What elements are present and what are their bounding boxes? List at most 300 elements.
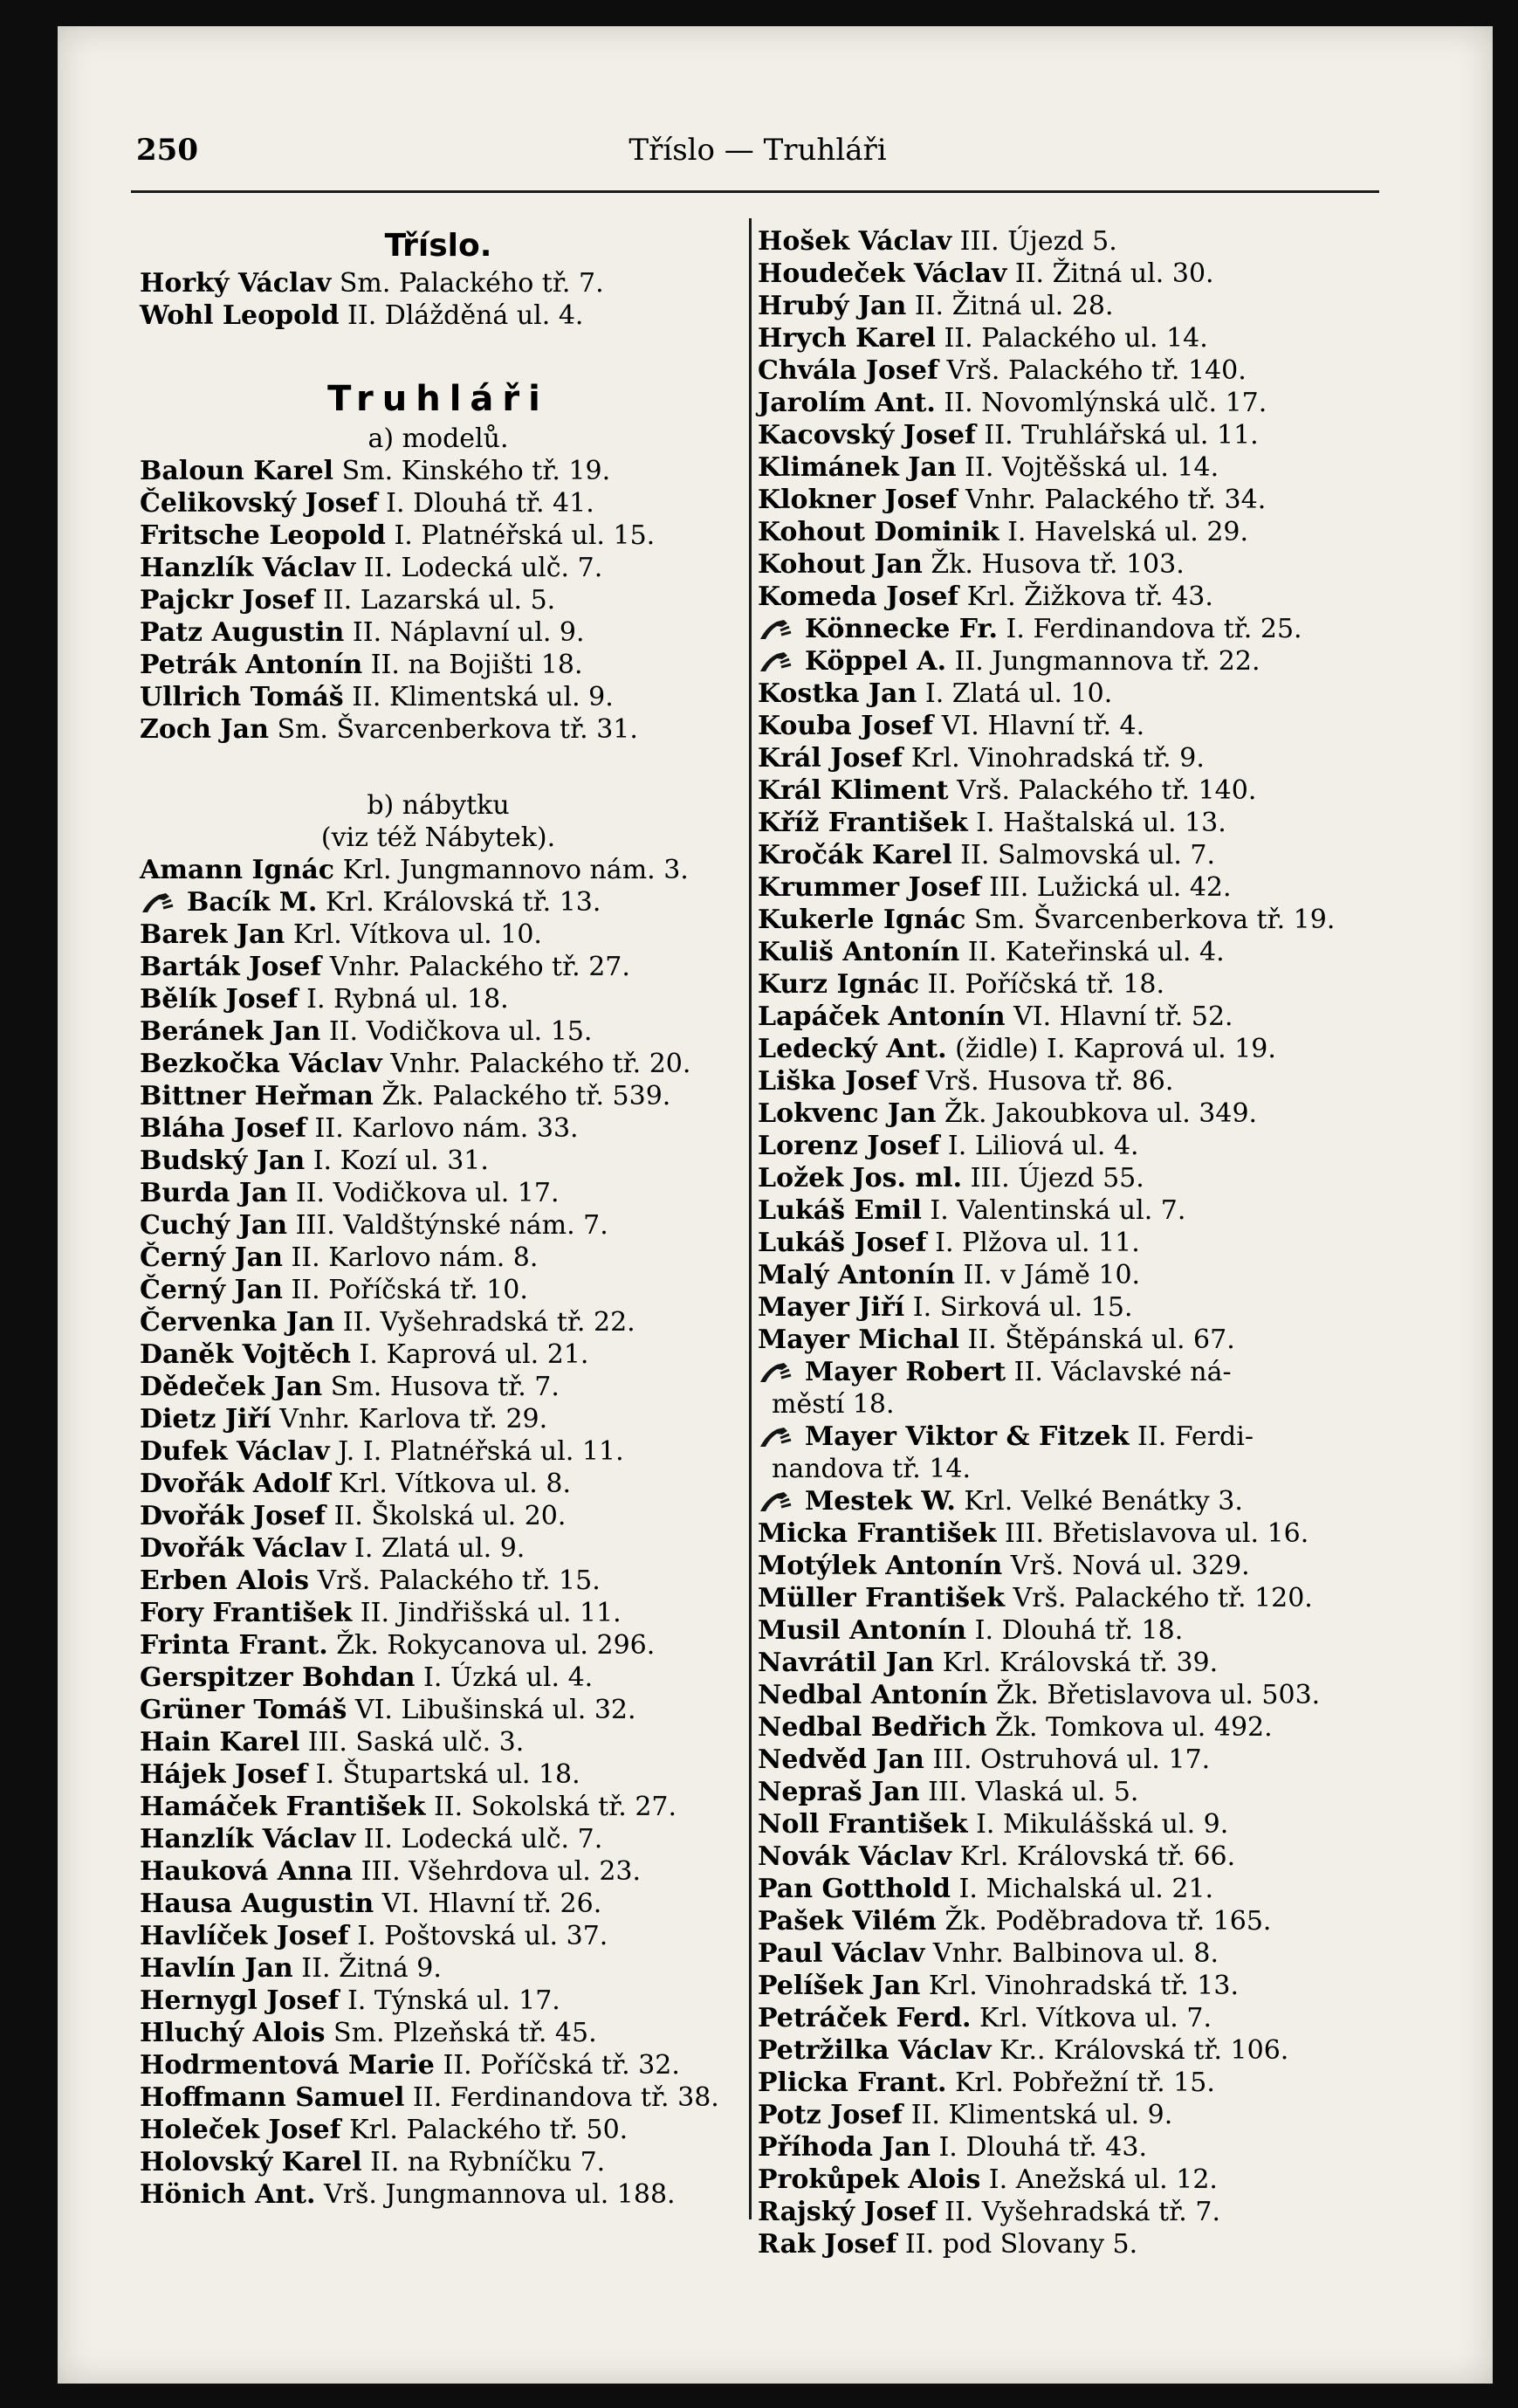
entry-address: I. Michalská ul. 21. [958, 1874, 1214, 1904]
entry-address: II. Žitná ul. 28. [914, 291, 1114, 321]
entry-name: Navrátil Jan [758, 1648, 935, 1678]
telephone-icon [758, 1356, 805, 1388]
entry-name: Hrubý Jan [758, 291, 907, 321]
directory-entry [758, 1259, 1384, 1291]
entry-address: II. Jungmannova tř. 22. [954, 646, 1260, 677]
entry-name: Plicka Frant. [758, 2067, 947, 2098]
directory-entry [758, 1033, 1384, 1065]
entry-name: Musil Antonín [758, 1615, 967, 1646]
entry-address: Žk. Husova tř. 103. [931, 549, 1185, 580]
entry-address: VI. Hlavní tř. 4. [941, 711, 1145, 741]
entry-address: I. Štupartská ul. 18. [315, 1759, 580, 1790]
directory-entry [140, 267, 737, 299]
directory-entry [140, 951, 737, 983]
directory-entry [140, 1823, 737, 1855]
entry-address: II. Klimentská ul. 9. [910, 2100, 1173, 2130]
entry-address: II. Salmovská ul. 7. [960, 840, 1216, 870]
telephone-icon [758, 613, 805, 645]
entry-name: Jarolím Ant. [758, 388, 936, 418]
directory-entry [758, 1130, 1384, 1162]
entry-address: II. Karlovo nám. 33. [314, 1113, 579, 1144]
entry-address: I. Kaprová ul. 21. [359, 1339, 589, 1370]
entry-name: Liška Josef [758, 1066, 918, 1097]
entry-address: I. Valentinská ul. 7. [930, 1195, 1186, 1226]
entry-name: Lapáček Antonín [758, 1001, 1006, 1032]
entry-address: I. Mikulášská ul. 9. [976, 1809, 1229, 1840]
entry-name: Hamáček František [140, 1792, 426, 1822]
entry-name: Příhoda Jan [758, 2132, 931, 2163]
entry-address: Žk. Břetislavova ul. 503. [996, 1680, 1321, 1710]
entry-address: Krl. Vinohradská tř. 13. [928, 1971, 1240, 2001]
entry-name: Hodrmentová Marie [140, 2050, 435, 2081]
directory-entry [758, 1679, 1384, 1711]
entry-address: I. Anežská ul. 12. [988, 2164, 1218, 2195]
directory-entry [140, 1920, 737, 1952]
directory-entry [140, 2114, 737, 2146]
entry-name: Lukáš Josef [758, 1228, 927, 1258]
entry-name: Hoffmann Samuel [140, 2082, 405, 2113]
entry-address: Krl. Královská tř. 66. [959, 1841, 1236, 1872]
entry-address: Krl. Královská tř. 39. [942, 1648, 1219, 1678]
entry-name: Mayer Jiří [758, 1292, 905, 1323]
entry-address: I. Dlouhá tř. 43. [938, 2132, 1148, 2163]
directory-entry [758, 2067, 1384, 2099]
directory-entry [758, 936, 1384, 968]
entry-name: Mayer Viktor & Fitzek [805, 1421, 1130, 1452]
directory-entry [758, 1873, 1384, 1905]
directory-entry [758, 451, 1384, 484]
entry-name: Kohout Dominik [758, 517, 999, 547]
directory-entry [140, 681, 737, 713]
entry-address: Krl. Vítkova ul. 10. [292, 919, 542, 950]
directory-entry [758, 2002, 1384, 2034]
entry-name: Hrych Karel [758, 323, 936, 354]
section-heading: Truhláři [327, 379, 549, 419]
entry-address: II. v Jámě 10. [963, 1260, 1141, 1290]
entry-address: III. Lužická ul. 42. [989, 872, 1232, 903]
directory-entry [140, 1080, 737, 1112]
directory-entry [758, 2131, 1384, 2164]
entry-name: Havlín Jan [140, 1953, 293, 1984]
entry-name: Nedbal Bedřich [758, 1712, 987, 1743]
entry-address: III. Ostruhová ul. 17. [932, 1744, 1211, 1775]
entry-name: Ledecký Ant. [758, 1034, 947, 1064]
entry-address: Vnhr. Palackého tř. 34. [965, 485, 1267, 515]
entry-address: VI. Libušinská ul. 32. [354, 1695, 636, 1725]
entry-address: I. Platnéřská ul. 15. [394, 520, 656, 551]
entry-address: II. Vojtěšská ul. 14. [965, 452, 1219, 483]
entry-address: I. Sirková ul. 15. [912, 1292, 1133, 1323]
entry-name: Baloun Karel [140, 456, 334, 486]
entry-name: Nedvěd Jan [758, 1744, 924, 1775]
directory-entry [140, 1209, 737, 1242]
directory-entry [758, 419, 1384, 451]
entry-address: I. Haštalská ul. 13. [976, 808, 1226, 838]
directory-entry [140, 649, 737, 681]
running-title: Tříslo — Truhláři [628, 133, 887, 168]
entry-address: Sm. Husova tř. 7. [330, 1372, 560, 1402]
directory-entry [140, 854, 737, 886]
left-column [140, 225, 737, 2211]
directory-entry [140, 455, 737, 487]
entry-name: Chvála Josef [758, 355, 938, 386]
entry-address: I. Havelská ul. 29. [1007, 517, 1249, 547]
entry-address: Žk. Poděbradova tř. 165. [944, 1906, 1272, 1937]
entry-name: Havlíček Josef [140, 1921, 349, 1951]
directory-entry [758, 1001, 1384, 1033]
entry-name: Pelíšek Jan [758, 1971, 921, 2001]
directory-entry [140, 299, 737, 332]
directory-entry [140, 2081, 737, 2114]
entry-name: Hernygl Josef [140, 1985, 340, 2016]
entry-address: Žk. Tomkova ul. 492. [995, 1712, 1273, 1743]
entry-name: Lorenz Josef [758, 1131, 940, 1161]
entry-address: I. Týnská ul. 17. [347, 1985, 560, 2016]
entry-continuation: nandova tř. 14. [772, 1454, 972, 1484]
entry-address: II. Poříčská tř. 18. [927, 969, 1165, 1000]
entry-address: Vnhr. Palackého tř. 27. [329, 952, 630, 982]
directory-entry [758, 1614, 1384, 1647]
entry-name: Dvořák Josef [140, 1501, 326, 1531]
entry-address: Krl. Velké Benátky 3. [964, 1486, 1243, 1517]
entry-name: Hain Karel [140, 1727, 300, 1758]
entry-name: Cuchý Jan [140, 1210, 288, 1241]
entry-address: Vrš. Jungmannova ul. 188. [324, 2179, 676, 2210]
directory-entry [140, 1855, 737, 1888]
entry-name: Grüner Tomáš [140, 1695, 347, 1725]
directory-entry [140, 2178, 737, 2211]
entry-address: I. Ferdinandova tř. 25. [1006, 614, 1302, 644]
entry-address: Vrš. Palackého tř. 140. [946, 355, 1247, 386]
entry-address: Krl. Pobřežní tř. 15. [954, 2067, 1215, 2098]
entry-name: Erben Alois [140, 1565, 309, 1596]
entry-name: Bittner Heřman [140, 1081, 374, 1111]
entry-name: Černý Jan [140, 1242, 283, 1273]
directory-entry [140, 1112, 737, 1145]
right-column [758, 225, 1384, 2260]
entry-name: Könnecke Fr. [805, 614, 998, 644]
directory-entry [140, 1597, 737, 1629]
directory-entry [758, 1194, 1384, 1227]
entry-address: II. Poříčská tř. 32. [443, 2050, 680, 2081]
entry-name: Motýlek Antonín [758, 1551, 1003, 1581]
subsection-heading: (viz též Nábytek). [320, 822, 556, 853]
entry-address: I. Úzká ul. 4. [422, 1662, 594, 1693]
entry-address: III. Valdštýnské nám. 7. [295, 1210, 608, 1241]
directory-entry [140, 886, 737, 918]
entry-address: II. Lodecká ulč. 7. [363, 1824, 603, 1854]
entry-name: Müller František [758, 1583, 1005, 1613]
directory-entry [140, 1145, 737, 1177]
directory-entry [758, 290, 1384, 322]
telephone-icon [758, 1421, 805, 1453]
entry-name: Krummer Josef [758, 872, 981, 903]
entry-name: Dvořák Václav [140, 1533, 347, 1564]
entry-name: Bláha Josef [140, 1113, 306, 1144]
directory-entry [758, 774, 1384, 807]
spacer [140, 746, 737, 789]
entry-address: I. Plžova ul. 11. [935, 1228, 1140, 1258]
directory-entry [758, 225, 1384, 258]
entry-name: Hanzlík Václav [140, 1824, 356, 1854]
entry-name: Fory František [140, 1598, 353, 1628]
directory-entry [140, 1048, 737, 1080]
entry-name: Dědeček Jan [140, 1372, 323, 1402]
directory-entry [758, 613, 1384, 645]
entry-name: Lokvenc Jan [758, 1098, 937, 1129]
directory-entry [758, 1970, 1384, 2002]
directory-entry [140, 552, 737, 584]
entry-name: Nedbal Antonín [758, 1680, 988, 1710]
entry-address: III. Újezd 55. [970, 1163, 1144, 1194]
directory-entry [758, 678, 1384, 710]
entry-name: Bezkočka Václav [140, 1049, 382, 1079]
entry-address: VI. Hlavní tř. 52. [1013, 1001, 1233, 1032]
entry-address: II. na Bojišti 18. [370, 650, 583, 680]
entry-address: I. Zlatá ul. 10. [924, 678, 1113, 709]
entry-name: Červenka Jan [140, 1307, 335, 1338]
entry-name: Horký Václav [140, 268, 332, 299]
directory-entry [758, 1097, 1384, 1130]
directory-entry [758, 1324, 1384, 1356]
entry-name: Frinta Frant. [140, 1630, 328, 1661]
entry-address: Sm. Plzeňská tř. 45. [333, 2018, 597, 2048]
directory-entry [758, 1840, 1384, 1873]
entry-name: Kuliš Antonín [758, 937, 960, 967]
entry-name: Rajský Josef [758, 2197, 937, 2227]
directory-entry [758, 904, 1384, 936]
directory-entry [140, 1500, 737, 1532]
entry-name: Kouba Josef [758, 711, 934, 741]
entry-name: Pašek Vilém [758, 1906, 937, 1937]
entry-address: II. Lazarská ul. 5. [322, 585, 556, 616]
entry-name: Noll František [758, 1809, 968, 1840]
entry-name: Ložek Jos. ml. [758, 1163, 963, 1194]
directory-entry [758, 1485, 1384, 1517]
entry-name: Ullrich Tomáš [140, 682, 344, 712]
entry-address: II. Vodičkova ul. 17. [295, 1178, 560, 1208]
entry-address: III. Újezd 5. [959, 226, 1117, 257]
page-header [136, 133, 1379, 178]
directory-entry [758, 1356, 1384, 1388]
entry-name: Kukerle Ignác [758, 905, 966, 935]
entry-address: II. Dlážděná ul. 4. [347, 300, 584, 331]
entry-address: Krl. Palackého tř. 50. [349, 2115, 628, 2145]
directory-entry [758, 354, 1384, 387]
entry-name: Zoch Jan [140, 714, 269, 745]
entry-address: Krl. Královská tř. 13. [325, 887, 601, 918]
entry-address: II. Žitná ul. 30. [1014, 258, 1214, 289]
entry-name: Petráček Ferd. [758, 2003, 972, 2033]
entry-address: II. Vodičkova ul. 15. [328, 1016, 593, 1047]
directory-entry [140, 1532, 737, 1565]
entry-address: II. Palackého ul. 14. [944, 323, 1208, 354]
entry-name: Kostka Jan [758, 678, 917, 709]
directory-entry [758, 1808, 1384, 1840]
entry-name: Petrák Antonín [140, 650, 363, 680]
directory-entry [140, 1694, 737, 1726]
entry-address: II. Klimentská ul. 9. [352, 682, 614, 712]
entry-address: Vnhr. Palackého tř. 20. [390, 1049, 691, 1079]
entry-name: Nepraš Jan [758, 1777, 920, 1807]
directory-entry [758, 484, 1384, 516]
directory-entry [140, 713, 737, 746]
entry-address: III. Všehrdova ul. 23. [361, 1856, 642, 1887]
entry-name: Klimánek Jan [758, 452, 957, 483]
entry-address: I. Zlatá ul. 9. [354, 1533, 525, 1564]
entry-address: II. Kateřinská ul. 4. [967, 937, 1225, 967]
entry-address: II. Jindřišská ul. 11. [360, 1598, 622, 1628]
directory-entry [758, 710, 1384, 742]
directory-entry [758, 2099, 1384, 2131]
section-heading: Tříslo. [384, 228, 492, 264]
directory-entry [140, 2146, 737, 2178]
entry-address: II. Ferdi- [1137, 1421, 1254, 1452]
directory-entry [758, 1905, 1384, 1937]
directory-entry [758, 548, 1384, 581]
directory-entry [140, 1888, 737, 1920]
entry-address: II. Štěpánská ul. 67. [967, 1324, 1235, 1355]
directory-entry [140, 1371, 737, 1403]
entry-name: Dufek Václav [140, 1436, 330, 1467]
entry-address: II. Václavské ná- [1013, 1357, 1232, 1387]
entry-name: Beránek Jan [140, 1016, 321, 1047]
entry-address: Sm. Švarcenberkova tř. 31. [277, 714, 638, 745]
entry-name: Dietz Jiří [140, 1404, 271, 1434]
entry-address: III. Saská ulč. 3. [307, 1727, 525, 1758]
entry-name: Malý Antonín [758, 1260, 955, 1290]
entry-name: Hanzlík Václav [140, 553, 356, 583]
entry-address: Sm. Palackého tř. 7. [339, 268, 604, 299]
entry-name: Potz Josef [758, 2100, 903, 2130]
entry-name: Dvořák Adolf [140, 1469, 331, 1499]
directory-entry [758, 2196, 1384, 2228]
entry-name: Komeda Josef [758, 581, 959, 612]
entry-name: Fritsche Leopold [140, 520, 386, 551]
entry-address: Vrš. Palackého tř. 140. [957, 775, 1257, 806]
entry-name: Král Josef [758, 743, 903, 774]
entry-name: Holeček Josef [140, 2115, 341, 2145]
entry-name: Micka František [758, 1518, 997, 1549]
telephone-icon [140, 886, 187, 918]
entry-address: II. Školská ul. 20. [333, 1501, 567, 1531]
directory-entry [758, 1647, 1384, 1679]
directory-entry [140, 1791, 737, 1823]
entry-name: Rak Josef [758, 2229, 897, 2260]
entry-name: Hauková Anna [140, 1856, 354, 1887]
entry-address: Krl. Vítkova ul. 8. [339, 1469, 572, 1499]
subsection-heading: b) nábytku [367, 790, 510, 821]
entry-address: Sm. Švarcenberkova tř. 19. [973, 905, 1336, 935]
directory-entry [758, 645, 1384, 678]
entry-address: Krl. Jungmannovo nám. 3. [342, 855, 689, 885]
entry-address: Krl. Vinohradská tř. 9. [910, 743, 1205, 774]
entry-name: Amann Ignác [140, 855, 335, 885]
entry-name: Gerspitzer Bohdan [140, 1662, 416, 1693]
entry-name: Mayer Michal [758, 1324, 959, 1355]
entry-name: Mestek W. [805, 1486, 956, 1517]
directory-entry [758, 258, 1384, 290]
entry-address: II. Karlovo nám. 8. [291, 1242, 539, 1273]
directory-entry [140, 1435, 737, 1468]
entry-address: II. na Rybníčku 7. [370, 2147, 606, 2178]
entry-name: Paul Václav [758, 1938, 925, 1969]
directory-entry [758, 1744, 1384, 1776]
directory-entry [140, 918, 737, 951]
directory-entry [140, 584, 737, 616]
entry-name: Hošek Václav [758, 226, 952, 257]
entry-name: Čelikovský Josef [140, 488, 378, 519]
directory-entry [758, 1711, 1384, 1744]
entry-address: Vrš. Nová ul. 329. [1010, 1551, 1250, 1581]
entry-name: Hluchý Alois [140, 2018, 326, 2048]
entry-name: Hönich Ant. [140, 2179, 316, 2210]
directory-entry [758, 387, 1384, 419]
directory-entry [758, 2164, 1384, 2196]
entry-name: Bacík M. [187, 887, 318, 918]
entry-name: Pajckr Josef [140, 585, 315, 616]
directory-entry [140, 1952, 737, 1985]
entry-address: II. Novomlýnská ulč. 17. [944, 388, 1267, 418]
entry-address: II. Žitná 9. [301, 1953, 442, 1984]
entry-name: Kříž František [758, 808, 968, 838]
entry-address: Vnhr. Karlova tř. 29. [279, 1404, 548, 1434]
directory-entry [140, 1565, 737, 1597]
directory-entry [758, 871, 1384, 904]
directory-entry [140, 1629, 737, 1662]
entry-name: Novák Václav [758, 1841, 952, 1872]
entry-name: Houdeček Václav [758, 258, 1007, 289]
entry-address: II. Vyšehradská tř. 22. [342, 1307, 635, 1338]
entry-address: I. Dlouhá tř. 18. [974, 1615, 1184, 1646]
directory-entry [758, 1291, 1384, 1324]
entry-address: III. Břetislavova ul. 16. [1004, 1518, 1309, 1549]
entry-name: Klokner Josef [758, 485, 958, 515]
entry-address: Žk. Jakoubkova ul. 349. [944, 1098, 1258, 1129]
entry-address: III. Vlaská ul. 5. [928, 1777, 1139, 1807]
entry-address: II. pod Slovany 5. [904, 2229, 1138, 2260]
entry-name: Barek Jan [140, 919, 285, 950]
entry-name: Burda Jan [140, 1178, 288, 1208]
entry-address: VI. Hlavní tř. 26. [381, 1889, 602, 1919]
entry-address: Sm. Kinského tř. 19. [341, 456, 611, 486]
entry-address: Krl. Žižkova tř. 43. [966, 581, 1213, 612]
directory-entry [140, 983, 737, 1015]
directory-entry [758, 1227, 1384, 1259]
directory-entry [758, 968, 1384, 1001]
entry-name: Pan Gotthold [758, 1874, 951, 1904]
spacer [140, 332, 737, 375]
directory-entry [140, 1758, 737, 1791]
entry-address: Krl. Vítkova ul. 7. [979, 2003, 1212, 2033]
directory-entry [758, 2228, 1384, 2260]
header-rule [131, 190, 1379, 193]
directory-entry [140, 1662, 737, 1694]
directory-entry [758, 2034, 1384, 2067]
entry-name: Bělík Josef [140, 984, 299, 1015]
telephone-icon [758, 1485, 805, 1517]
directory-entry [758, 1776, 1384, 1808]
entry-name: Kročák Karel [758, 840, 952, 870]
entry-name: Daněk Vojtěch [140, 1339, 351, 1370]
directory-entry [758, 322, 1384, 354]
directory-entry [758, 839, 1384, 871]
directory-entry [140, 1338, 737, 1371]
directory-entry [140, 1985, 737, 2017]
entry-continuation: městí 18. [772, 1389, 895, 1420]
entry-name: Mayer Robert [805, 1357, 1006, 1387]
directory-entry [758, 581, 1384, 613]
